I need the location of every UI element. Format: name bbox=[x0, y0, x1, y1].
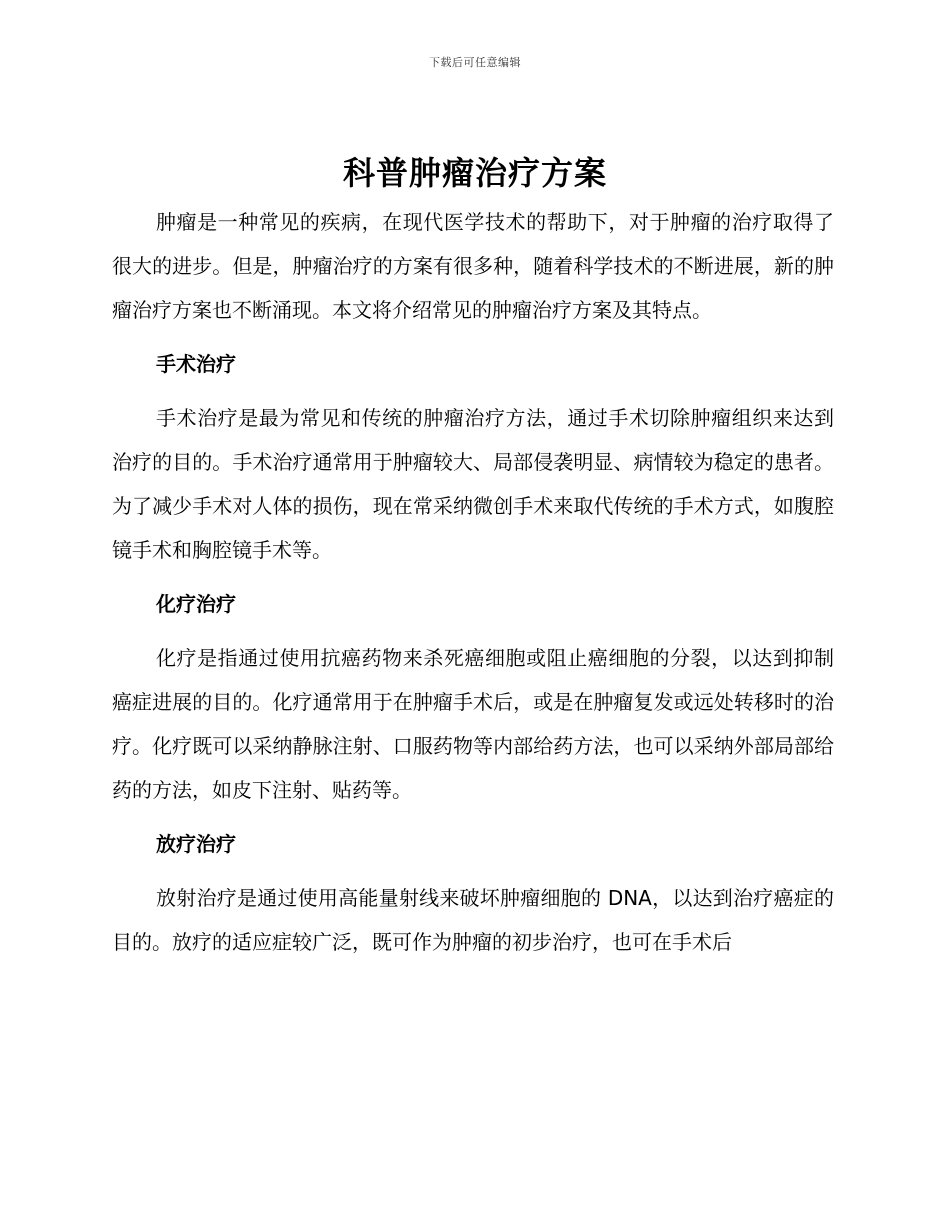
section-body-radiotherapy: 放射治疗是通过使用高能量射线来破坏肿瘤细胞的 DNA，以达到治疗癌症的目的。放疗的适应症较广泛，既可作为肿瘤的初步治疗，也可在手术后 bbox=[112, 886, 834, 954]
section-body-chemotherapy: 化疗是指通过使用抗癌药物来杀死癌细胞或阻止癌细胞的分裂，以达到抑制癌症进展的目的。化疗通常用于在肿瘤手术后，或是在肿瘤复发或远处转移时的治疗。化疗既可以采纳静脉注射、口服药物等内部给药方法，也可以采纳外部局部给药的方法，如皮下注射、贴药等。 bbox=[112, 646, 834, 802]
document-body bbox=[112, 200, 834, 964]
page-header-note: 下载后可任意编辑 bbox=[429, 56, 521, 69]
section-body-surgery: 手术治疗是最为常见和传统的肿瘤治疗方法，通过手术切除肿瘤组织来达到治疗的目的。手术治疗通常用于肿瘤较大、局部侵袭明显、病情较为稳定的患者。为了减少手术对人体的损伤，现在常采纳微创手术来取代传统的手术方式，如腹腔镜手术和胸腔镜手术等。 bbox=[112, 406, 834, 562]
intro-paragraph: 肿瘤是一种常见的疾病，在现代医学技术的帮助下，对于肿瘤的治疗取得了很大的进步。但是，肿瘤治疗的方案有很多种，随着科学技术的不断进展，新的肿瘤治疗方案也不断涌现。本文将介绍常见的肿瘤治疗方案及其特点。 bbox=[112, 210, 834, 322]
document-title: 科普肿瘤治疗方案 bbox=[342, 154, 607, 192]
section-heading-radiotherapy: 放疗治疗 bbox=[156, 832, 236, 856]
section-heading-chemotherapy: 化疗治疗 bbox=[156, 592, 236, 616]
section-heading-surgery: 手术治疗 bbox=[156, 352, 236, 376]
